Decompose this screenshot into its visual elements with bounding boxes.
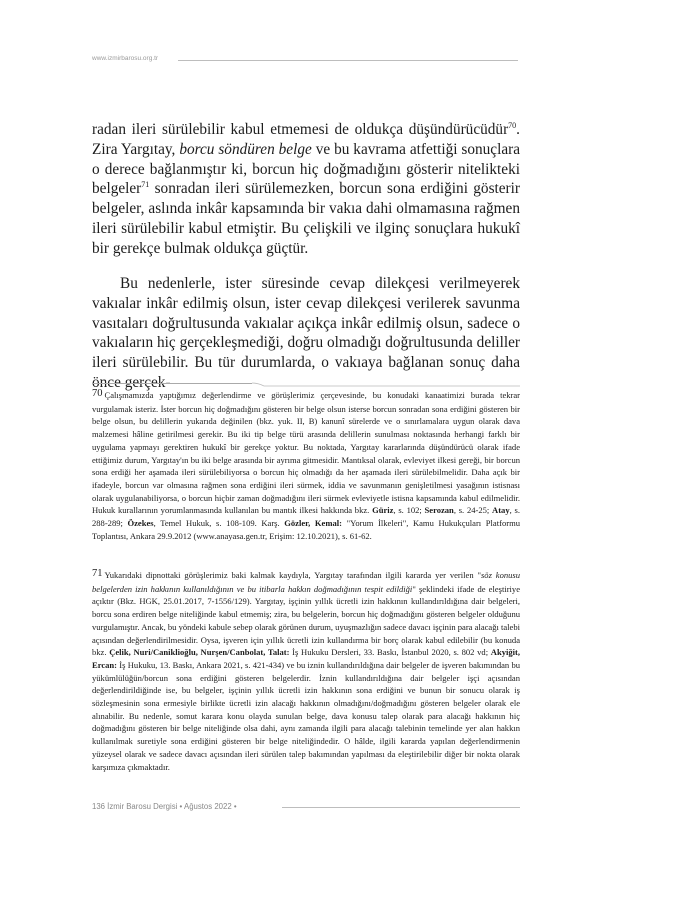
header-url: www.izmirbarosu.org.tr [92,55,159,62]
fn70-t5: , Temel Hukuk, s. 108-109. Karş. [153,518,285,529]
fn70-t2: , s. 102; [393,505,425,516]
fn70-author-1: Güriz [372,505,394,516]
fn71-t1: Yukarıdaki dipnottaki görüşlerimiz baki kalmak kaydıyla, Yargıtay tarafından ilgili kararda yer verilen " [104,570,481,580]
fn71-author-2: Akyiğit, Ercan: [92,647,520,670]
fn70-t1: Çalışmamızda yaptığımız değerlendirme ve görüşlerimiz çerçevesinde, bu konudaki kanaatimizi burada tekrar vurgulamak isteriz. İster borcun hiç doğmadığını gösteren bir belge olsun isterse borcun sonradan sona erdiğini gösteren bir belge olsun, bu delillerin yukarıda değinilen (bkz. yuk. II, B) kanunî sürelerde ve o sınırlamalara uygun olarak dava malzemesi hâline getirilmesi gerekir. Bu iki tip belge türü arasında delillerin sunulması noktasında herhangi farklı bir uygulama yapmayı gerektiren hukukî bir gerekçe yoktur. Bu noktada, Yargıtay kararlarında düşündürücü olarak ifade ettiğimiz durum, Yargıtay'ın bu iki belge arasında bir ayrıma gitmesidir. Mantıksal olarak, evleviyet ilkesi gereği, bir borcun sona erdiği her aşamada ileri sürülebiliyorsa o borcun hiç olmadığı da her aşamada ileri sürülebilmelidir. Daha açık bir ifadeyle, borcun var olmasına rağmen sona erdiğini ileri sürmek, iddia ve savunmanın genişletilmesi yasağının istisnası olarak uygulanabiliyorsa, o borcun hiçbir zaman doğmadığını ileri sürmek evleviyetle istisna kapsamında kabul edilmelidir. Hukuk kurallarının yorumlanmasında kullanılan bu mantık ilkesi hakkında bkz. [92,390,520,516]
fn71-quote: söz konusu belgelerden izin hakkının kullanıldığının ve bu itibarla hakkın doğmadığının tespit edildiği [92,570,520,594]
p1-emphasis: borcu söndüren belge [179,140,312,158]
p1-text-c: ve bu kavrama atfettiği sonuçlara o derece bağlanmıştır ki, borcun hiç doğmadığını gösterir nitelikteki belgeler [92,140,521,198]
footnote-ref-71[interactable]: 71 [141,180,150,190]
fn71-author-1: Çelik, Nuri/Caniklioğlu, Nurşen/Canbolat, Talat: [109,647,290,658]
p1-text-a: radan ileri sürülebilir kabul etmemesi de oldukça düşündürücüdür [92,121,509,138]
footnote-70-number: 70 [92,388,103,399]
p1-text-b: . Zira Yargıtay, [92,121,520,158]
footnote-71-number: 71 [92,568,103,579]
p2-text: Bu nedenlerle, ister süresinde cevap dilekçesi verilmeyerek vakıalar inkâr edilmiş olsun, ister cevap dilekçesi verilerek savunma vasıtaları doğrultusunda vakıalar açıkça inkâr edilmiş olsun, sadece o vakıaların hiç gerçekleşmediği, doğru olmadığı doğrultusunda deliller ileri sürülebilir. Bu tür durumlarda, o vakıaya bağlanan sonuç daha önce gerçek- [92,275,520,391]
footer-rule [282,807,520,808]
footnote-separator-curve [252,379,520,387]
fn70-author-2: Serozan [424,505,454,516]
fn70-t4: , s. 288-289; [92,505,520,529]
body-paragraph-2 [92,274,520,393]
fn70-author-3: Atay [492,505,510,516]
page-footer: 136 İzmir Barosu Dergisi • Ağustos 2022 • [92,802,237,811]
fn70-author-4: Özekes [127,518,154,529]
footnote-separator [92,383,252,384]
fn70-author-5: Gözler, Kemal: [284,518,342,529]
footnote-ref-70[interactable]: 70 [508,120,517,130]
footnote-71 [92,569,520,773]
fn71-t3: İş Hukuku Dersleri, 33. Baskı, İstanbul 2020, s. 802 vd; [289,647,491,658]
body-paragraph-1 [92,120,520,259]
fn70-t3: , s. 24-25; [453,505,493,516]
fn70-t6: "Yorum İlkeleri", Kamu Hukukçuları Platformu Toplantısı, Ankara 29.9.2012 (www.anayasa.gen.tr, Erişim: 12.10.2021), s. 61-62. [92,518,520,541]
p1-text-d: sonradan ileri sürülemezken, borcun sona erdiğini gösterir belgeler, aslında inkâr kapsamında bir vakıa dahi olmamasına rağmen ileri sürülebilir kabul etmiştir. Bu çelişkili ve ilginç sonuçlara hukukî bir gerekçe bulmak oldukça güçtür. [92,180,520,257]
fn71-t4: İş Hukuku, 13. Baskı, Ankara 2021, s. 421-434) ve bu iznin kullandırıldığına dair belgeler de işveren bakımından bu yükümlülüğün/borcun sona erdiğini gösteren belgelerdir. İznin kullandırıldığına dair belgeler işçi açısından değerlendirildiğinde ise, bu belgeler, işçinin yıllık ücretli izin hakkının sona erdiğini ve bunun bir sonucu olarak iş sözleşmesinin sona ermesiyle birlikte ücretli izin alacağı hakkının olmadığını/doğmadığını gösteren belgeler olarak ele alınabilir. Bu nedenle, somut karara konu olayda sunulan belge, dava konusu talep olarak para alacağı hakkının hiç doğmadığını gösteren bir belge niteliğinde olsa dahi, aynı zamanda ilgili para alacağı talebinin temelinde yer alan hakkın kullanılmak suretiyle sona erdiğini gösteren bir belge niteliğindedir. O hâlde, ilgili kararda yapılan değerlendirmenin yüzeysel olarak ve sadece davacı açısından ileri sürülen talep bakımından yapılması da eleştirilebilir diğer bir nokta olarak karşımıza çıkmaktadır. [92,659,520,772]
header-rule [178,60,518,61]
footnote-70 [92,389,520,542]
fn71-t2: " şeklindeki ifade de eleştiriye açıktır (Bkz. HGK, 25.01.2017, 7-1556/129). Yargıtay, işçinin yıllık ücretli izin hakkının kullandırıldığına dair belgeleri, borcu sona erdiren belge niteliğinde kabul etmemiş; zira, bu belgelerin, borcun hiç doğmadığını gösteren belgeler olduğunu vurgulamıştır. Ancak, bu yöndeki kabule sebep olarak görünen durum, uyuşmazlığın sadece davacı işçinin para alacağı talebi açısından değerlendirilmesidir. Oysa, işveren için yıllık ücretli izin kullandırma bir borç olarak kabul edilebilir (bu konuda bkz. [92,583,521,658]
